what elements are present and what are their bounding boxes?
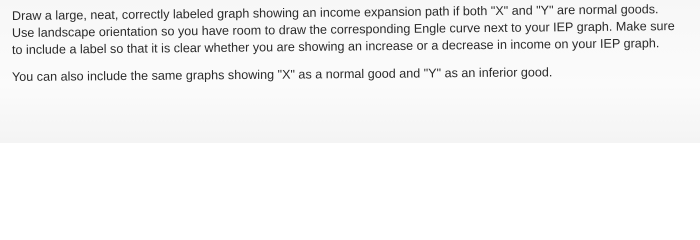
instruction-line-1: Draw a large, neat, correctly labeled graph showing an income expansion path if both "X" and "Y" are normal goods. bbox=[11, 2, 659, 23]
assignment-instructions bbox=[11, 2, 696, 86]
instruction-line-4: You can also include the same graphs showing "X" as a normal good and "Y" as an inferior good. bbox=[11, 65, 553, 84]
instruction-line-3: to include a label so that it is clear whether you are showing an increase or a decrease in income on your IEP graph. bbox=[11, 36, 660, 57]
instruction-line-2: Use landscape orientation so you have room to draw the corresponding Engle curve next to your IEP graph. Make sure bbox=[11, 19, 675, 40]
